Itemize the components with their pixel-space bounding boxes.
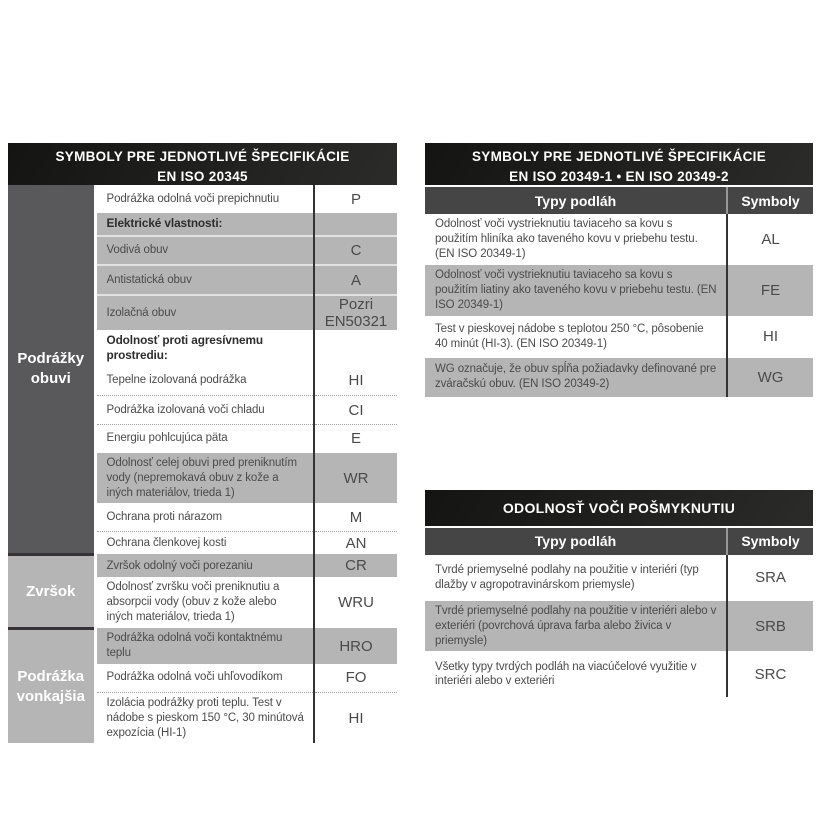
spec-category-label: Odolnosť proti agresívnemu prostrediu: — [106, 333, 263, 363]
symbols-en-iso-20349-table — [425, 143, 813, 397]
symbol-value: C — [314, 236, 397, 265]
symbol-value: P — [314, 185, 397, 213]
table-row — [425, 601, 813, 652]
column-header-row — [425, 527, 813, 555]
symbol-value: FO — [314, 664, 397, 692]
spec-label: Izolačná obuv — [95, 295, 314, 330]
spec-label: Odolnosť voči vystrieknutiu taviaceho sa kovu s použitím hliníka ako taveného kovu v priebehu testu. (EN ISO 20349-1) — [435, 218, 698, 260]
spec-label: Test v pieskovej nádobe s teplotou 250 °C, pôsobenie 40 minút (HI-3). (EN ISO 20349-1) — [435, 322, 704, 350]
symbol-value: HI — [314, 367, 397, 396]
spec-label: Ochrana členkovej kosti — [95, 531, 314, 554]
section-label: Podrážky obuvi — [17, 350, 85, 387]
symbol-value: HI — [727, 316, 813, 358]
spec-label: Izolácia podrážky proti teplu. Test v nádobe s pieskom 150 °C, 30 minútová expozícia (HI-1) — [95, 692, 314, 743]
symbol-value: SRB — [727, 601, 813, 652]
spec-label: Podrážka odolná voči uhľovodíkom — [106, 671, 283, 684]
spec-label: Podrážka izolovaná voči chladu — [95, 396, 314, 425]
table-title-slip-resistance: ODOLNOSŤ VOČI POŠMYKNUTIU — [425, 490, 813, 526]
section-cell-podrazka-vonkajsia — [8, 628, 95, 743]
symbol-value: SRA — [727, 555, 813, 601]
spec-category-label: Elektrické vlastnosti: — [95, 213, 314, 236]
symbol-value: SRC — [727, 651, 813, 697]
symbol-value: HI — [314, 692, 397, 743]
spec-label: WG označuje, že obuv spĺňa požiadavky definované pre zváračskú obuv. (EN ISO 20349-2) — [425, 358, 727, 397]
section-label: Zvršok — [26, 582, 76, 600]
right-tables-column — [425, 143, 813, 697]
symbol-value: CI — [314, 396, 397, 425]
table-title-line1: SYMBOLY PRE JEDNOTLIVÉ ŠPECIFIKÁCIE — [55, 149, 350, 164]
table-row — [425, 651, 813, 697]
spec-label: Ochrana proti nárazom — [106, 510, 223, 523]
spec-label: Tvrdé priemyselné podlahy na použitie v interiéri alebo v exteriéri (povrchová úprava farba alebo živica v priemysle) — [425, 601, 727, 652]
section-label: Podrážka vonkajšia — [16, 668, 85, 705]
table-row — [425, 265, 813, 316]
column-header-symbols: Symboly — [727, 527, 813, 555]
spec-label: Podrážka odolná voči prepichnutiu — [106, 192, 280, 205]
spec-label: Antistatická obuv — [95, 265, 314, 295]
spec-label: Vodivá obuv — [95, 236, 314, 265]
table-row — [8, 628, 397, 664]
symbol-value: E — [314, 425, 397, 453]
spec-label: Odolnosť zvršku voči preniknutiu a absorpcii vody (obuv z kože alebo iných materiálov, trieda 1) — [106, 581, 280, 624]
table-title-en-iso-20349 — [425, 143, 813, 185]
column-header-types: Typy podláh — [425, 186, 727, 214]
spec-label: Podrážka odolná voči kontaktnému teplu — [95, 628, 314, 664]
slip-resistance-table — [425, 490, 813, 698]
symbol-value: Pozri EN50321 — [314, 295, 397, 330]
symbol-value: CR — [314, 554, 397, 577]
spec-table — [425, 526, 813, 698]
table-row — [425, 358, 813, 397]
symbol-value — [314, 213, 397, 236]
symbol-value: WR — [314, 453, 397, 504]
symbol-value — [314, 330, 397, 367]
symbol-value: A — [314, 265, 397, 295]
table-row — [425, 316, 813, 358]
symbol-value: M — [314, 503, 397, 531]
column-header-row — [425, 186, 813, 214]
spec-label: Odolnosť celej obuvi pred preniknutím vody (nepremokavá obuv z kože a iných materiálov, trieda 1) — [95, 453, 314, 504]
spacer — [425, 397, 813, 490]
section-cell-zvrsok — [8, 554, 95, 628]
column-header-symbols: Symboly — [727, 186, 813, 214]
table-title-line1: SYMBOLY PRE JEDNOTLIVÉ ŠPECIFIKÁCIE — [471, 149, 767, 164]
spec-label: Všetky typy tvrdých podláh na viacúčelové využitie v interiéri alebo v exteriéri — [435, 660, 697, 688]
symbol-value: WG — [727, 358, 813, 397]
section-cell-podrazky-obuvi — [8, 185, 95, 554]
symbol-value: AN — [314, 531, 397, 554]
symbol-value: WRU — [314, 577, 397, 628]
spec-label: Zvršok odolný voči porezaniu — [95, 554, 314, 577]
table-row — [8, 185, 397, 213]
symbols-en-iso-20345-table — [8, 143, 397, 743]
column-header-types: Typy podláh — [425, 527, 727, 555]
spec-label: Tvrdé priemyselné podlahy na použitie v interiéri (typ dlažby v agropotravinárskom priemysle) — [435, 563, 699, 591]
symbol-value: AL — [727, 214, 813, 265]
spec-label: Tepelne izolovaná podrážka — [106, 374, 247, 387]
table-title-line2: EN ISO 20345 — [157, 168, 248, 184]
symbol-value: HRO — [314, 628, 397, 664]
table-row — [425, 555, 813, 601]
spec-table — [425, 185, 813, 397]
spec-label: Odolnosť voči vystrieknutiu taviaceho sa kovu s použitím liatiny ako taveného kovu v priebehu testu. (EN ISO 20349-1) — [425, 265, 727, 316]
table-row — [8, 554, 397, 577]
spec-label: Energiu pohlcujúca päta — [95, 425, 314, 453]
symbol-value: FE — [727, 265, 813, 316]
table-title-line2: EN ISO 20349-1 • EN ISO 20349-2 — [509, 168, 729, 184]
spec-table — [8, 185, 397, 743]
table-row — [425, 214, 813, 265]
table-title-en-iso-20345 — [8, 143, 397, 185]
